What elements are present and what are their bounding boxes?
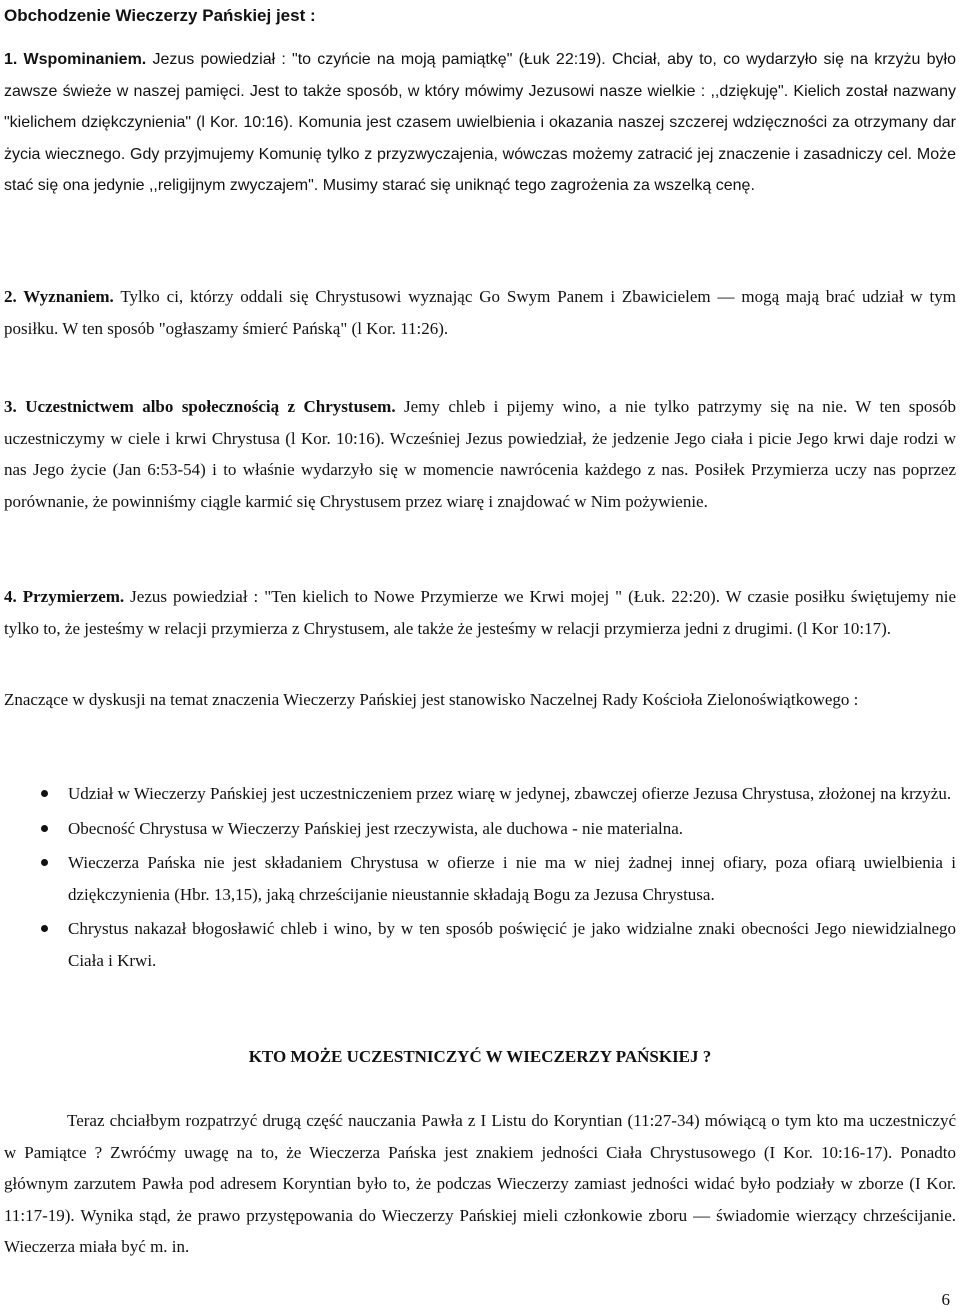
section-text: Jemy chleb i pijemy wino, a nie tylko patrzymy się na nie. W ten sposób uczestniczymy w ciele i krwi Chrystusa (l Kor. 10:16). Wcześniej Jezus powiedział, że jedzenie Jego ciała i picie Jego krwi daje rodzi w nas Jego życie (Jan 6:53-54) i to właśnie wydarzyło się w momencie nawrócenia każdego z nas. Posiłek Przymierza uczy nas poprzez porównanie, że powinniśmy ciągle karmić się Chrystusem przez wiarę i znajdować w Nim pożywienie. [4,397,956,511]
document-heading: Obchodzenie Wieczerzy Pańskiej jest : [4,6,316,25]
page-number: 6 [941,1290,950,1309]
subheading: KTO MOŻE UCZESTNICZYĆ W WIECZERZY PAŃSKIEJ ? [248,1047,712,1066]
intro-paragraph: Znaczące w dyskusji na temat znaczenia Wieczerzy Pańskiej jest stanowisko Naczelnej Rady Kościoła Zielonoświątkowego : [4,690,859,709]
bullet-icon [41,790,48,797]
list-item: Udział w Wieczerzy Pańskiej jest uczestniczeniem przez wiarę w jedynej, zbawczej ofierze Jezusa Chrystusa, złożonej na krzyżu. [4,778,956,810]
section-participation [4,391,956,517]
bullet-icon [41,925,48,932]
section-number: 3. Uczestnictwem albo społecznością z Chrystusem. [4,397,396,416]
list-item: Chrystus nakazał błogosławić chleb i wino, by w ten sposób poświęcić je jako widzialne znaki obecności Jego niewidzialnego Ciała i Krwi. [4,913,956,976]
section-covenant [4,581,956,644]
list-item: Obecność Chrystusa w Wieczerzy Pańskiej jest rzeczywista, ale duchowa - nie materialna. [4,813,956,845]
bullet-list [4,778,956,979]
section-remembrance [4,44,956,202]
list-item: Wieczerza Pańska nie jest składaniem Chrystusa w ofierze i nie ma w niej żadnej innej ofiary, poza ofiarą uwielbienia i dziękczynienia (Hbr. 13,15), jaką chrześcijanie nieustannie składają Bogu za Jezusa Chrystusa. [4,847,956,910]
section-number: 4. Przymierzem. [4,587,125,606]
section-text: Jezus powiedział : "Ten kielich to Nowe Przymierze we Krwi mojej " (Łuk. 22:20). W czasie posiłku świętujemy nie tylko to, że jesteśmy w relacji przymierza z Chrystusem, ale także że jesteśmy w relacji przymierza jedni z drugimi. (l Kor 10:17). [4,587,956,638]
bullet-icon [41,859,48,866]
section-text: Tylko ci, którzy oddali się Chrystusowi wyznając Go Swym Panem i Zbawicielem — mogą mają brać udział w tym posiłku. W ten sposób "ogłaszamy śmierć Pańską" (l Kor. 11:26). [4,287,956,338]
section-confession [4,281,956,344]
section-text: Jezus powiedział : "to czyńcie na moją pamiątkę" (Łuk 22:19). Chciał, aby to, co wydarzyło się na krzyżu było zawsze świeże w naszej pamięci. Jest to także sposób, w który mówimy Jezusowi nasze wielkie : ,,dziękuję". Kielich został nazwany "kielichem dziękczynienia" (l Kor. 10:16). Komunia jest czasem uwielbienia i okazania naszej szczerej wdzięczności za otrzymany dar życia wiecznego. Gdy przyjmujemy Komunię tylko z przyzwyczajenia, wówczas możemy zatracić jej znaczenie i zasadniczy cel. Może stać się ona jedynie ,,religijnym zwyczajem". Musimy starać się uniknąć tego zagrożenia za wszelką cenę. [4,51,957,194]
bullet-icon [41,825,48,832]
closing-paragraph: Teraz chciałbym rozpatrzyć drugą część nauczania Pawła z I Listu do Koryntian (11:27-34) mówiącą o tym kto ma uczestniczyć w Pamiątce ? Zwróćmy uwagę na to, że Wieczerza Pańska jest znakiem jedności Ciała Chrystusowego (I Kor. 10:16-17). Ponadto głównym zarzutem Pawła pod adresem Koryntian było to, że podczas Wieczerzy zamiast jedności widać było podziały w zborze (I Kor. 11:17-19). Wynika stąd, że prawo przystępowania do Wieczerzy Pańskiej mieli członkowie zboru — świadomie wierzący chrześcijanie. Wieczerza miała być m. in. [4,1111,956,1256]
section-number: 1. Wspominaniem. [4,51,147,68]
section-number: 2. Wyznaniem. [4,287,114,306]
